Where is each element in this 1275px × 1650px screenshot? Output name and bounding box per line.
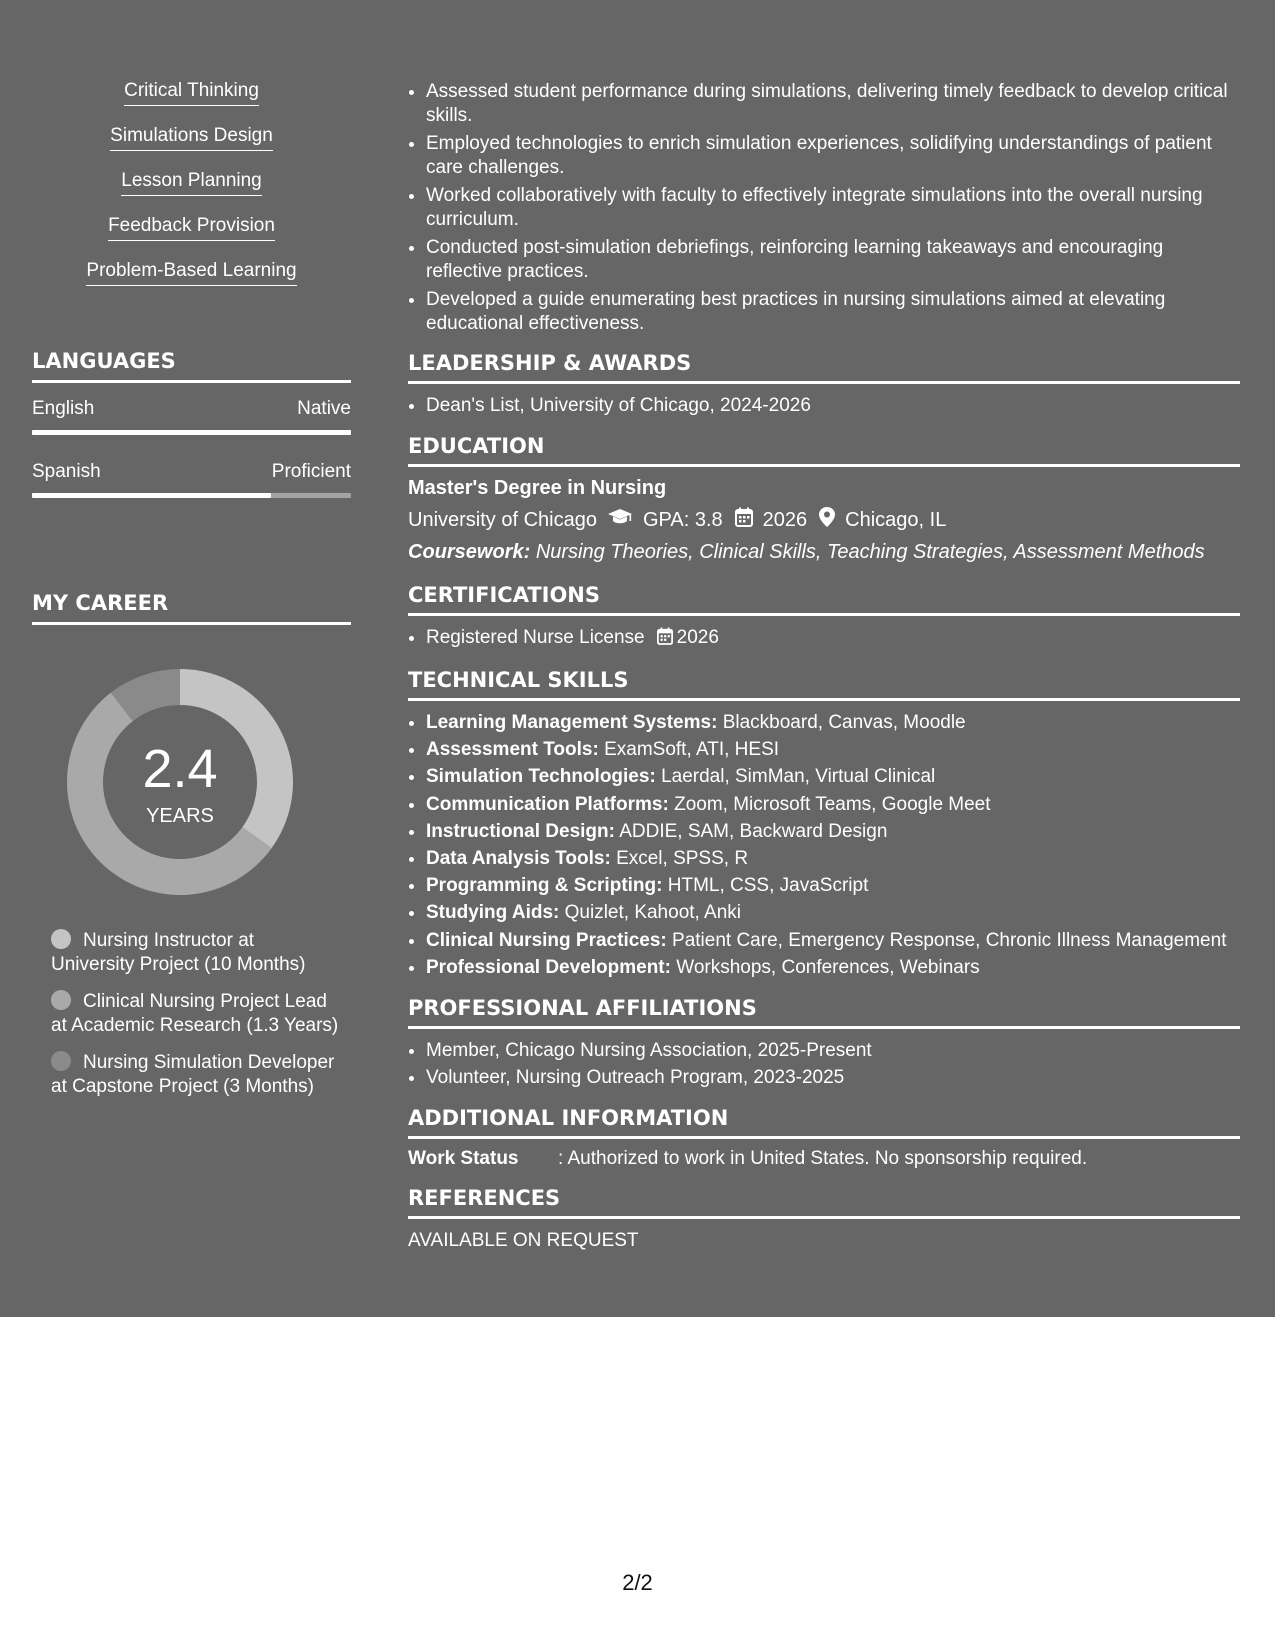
languages-heading: LANGUAGES [32, 348, 351, 383]
skill-tag: Simulations Design [110, 125, 273, 151]
language-level: Proficient [271, 461, 351, 482]
certification-year: 2026 [676, 627, 719, 648]
leadership-item: • Dean's List, University of Chicago, 2024-2026 [426, 392, 1240, 419]
skill-values: Quizlet, Kahoot, Anki [564, 902, 742, 924]
languages-section [32, 348, 351, 498]
technical-skill-item [426, 872, 1240, 899]
language-row [32, 398, 351, 435]
language-name: Spanish [32, 461, 101, 482]
school-name: University of Chicago [408, 509, 597, 531]
language-proficiency-bar [32, 430, 351, 435]
skill-category: Simulation Technologies: [426, 766, 656, 788]
technical-skill-item [426, 845, 1240, 872]
school-location: Chicago, IL [845, 509, 947, 531]
skill-values: Laerdal, SimMan, Virtual Clinical [661, 766, 936, 788]
coursework-label: Coursework: [408, 541, 531, 563]
career-legend-item [51, 929, 341, 977]
calendar-icon [657, 626, 673, 653]
technical-skill-item [426, 927, 1240, 954]
references-section [408, 1185, 1240, 1253]
graduation-year: 2026 [762, 509, 808, 531]
skill-values: Patient Care, Emergency Response, Chronic Illness Management [672, 929, 1227, 951]
skill-category: Assessment Tools: [426, 739, 599, 761]
career-donut-chart [67, 669, 293, 895]
skill-values: ExamSoft, ATI, HESI [604, 739, 780, 761]
skill-tag: Lesson Planning [121, 170, 262, 196]
experience-bullet: • Employed technologies to enrich simulation experiences, solidifying understandings of patient care challenges. [426, 132, 1240, 180]
education-section [408, 433, 1240, 564]
additional-info-section [408, 1105, 1240, 1171]
circle-icon [51, 929, 71, 949]
skill-category: Learning Management Systems: [426, 712, 718, 733]
affiliations-list [408, 1037, 1240, 1091]
technical-skill-item [426, 818, 1240, 845]
certification-item [426, 624, 1240, 653]
certifications-section [408, 582, 1240, 653]
skill-values: ADDIE, SAM, Backward Design [619, 820, 888, 842]
technical-skills-list [408, 709, 1240, 981]
experience-bullet: • Worked collaboratively with faculty to effectively integrate simulations into the overall nursing curriculum. [426, 184, 1240, 232]
work-status-value: : Authorized to work in United States. No sponsorship required. [558, 1148, 1088, 1170]
leadership-section [408, 350, 1240, 419]
career-total-value: 2.4 [142, 739, 218, 799]
degree-title: Master's Degree in Nursing [408, 477, 667, 499]
circle-icon [51, 1051, 71, 1071]
page-number: 2/2 [622, 1570, 653, 1595]
work-status-label: Work Status [408, 1148, 519, 1170]
skill-category: Data Analysis Tools: [426, 848, 611, 870]
skill-category: Studying Aids: [426, 902, 560, 924]
career-section [32, 590, 351, 1112]
skill-tag: Problem-Based Learning [86, 260, 296, 286]
right-column [408, 80, 1240, 1253]
career-legend-label: Nursing Simulation Developer at Capstone Project (3 Months) [51, 1052, 335, 1097]
skill-item [32, 260, 351, 305]
technical-skill-item [426, 709, 1240, 736]
skill-values: Blackboard, Canvas, Moodle [722, 712, 966, 733]
career-legend-item [51, 1051, 341, 1099]
experience-bullet: • Developed a guide enumerating best practices in nursing simulations aimed at elevating educational effectiveness. [426, 288, 1240, 336]
language-proficiency-fill [32, 430, 351, 435]
language-name: English [32, 398, 95, 419]
education-heading: EDUCATION [408, 433, 1240, 467]
certification-name: Registered Nurse License [426, 627, 645, 648]
map-pin-icon [819, 507, 835, 533]
work-status-row [408, 1147, 1240, 1171]
graduation-cap-icon [607, 508, 633, 532]
skill-category: Programming & Scripting: [426, 875, 663, 897]
skill-category: Clinical Nursing Practices: [426, 929, 667, 951]
skill-values: Zoom, Microsoft Teams, Google Meet [674, 793, 991, 815]
career-legend [51, 929, 341, 1099]
education-details [408, 507, 1240, 533]
references-heading: REFERENCES [408, 1185, 1240, 1219]
technical-skill-item [426, 791, 1240, 818]
affiliation-item: • Volunteer, Nursing Outreach Program, 2023-2025 [426, 1064, 1240, 1091]
leadership-list [408, 392, 1240, 419]
references-text: AVAILABLE ON REQUEST [408, 1230, 639, 1252]
certifications-list [408, 624, 1240, 653]
affiliations-section [408, 995, 1240, 1091]
leadership-heading: LEADERSHIP & AWARDS [408, 350, 1240, 384]
experience-bullet: • Assessed student performance during simulations, delivering timely feedback to develop critical skills. [426, 80, 1240, 128]
skill-values: HTML, CSS, JavaScript [667, 875, 869, 897]
skill-item [32, 125, 351, 170]
career-legend-label: Nursing Instructor at University Project (10 Months) [51, 930, 306, 975]
skill-category: Professional Development: [426, 956, 671, 978]
career-legend-item [51, 990, 341, 1038]
career-total-unit: YEARS [146, 805, 214, 827]
calendar-icon [735, 507, 753, 533]
affiliations-heading: PROFESSIONAL AFFILIATIONS [408, 995, 1240, 1029]
skill-category: Instructional Design: [426, 820, 615, 842]
technical-skill-item [426, 763, 1240, 790]
language-level: Native [297, 398, 351, 419]
technical-skills-heading: TECHNICAL SKILLS [408, 667, 1240, 701]
additional-info-heading: ADDITIONAL INFORMATION [408, 1105, 1240, 1139]
circle-icon [51, 990, 71, 1010]
skill-values: Workshops, Conferences, Webinars [676, 956, 980, 978]
technical-skill-item [426, 954, 1240, 981]
technical-skill-item [426, 736, 1240, 763]
skill-tag: Critical Thinking [124, 80, 259, 106]
technical-skill-item [426, 899, 1240, 926]
language-proficiency-bar [32, 493, 351, 498]
experience-bullet: • Conducted post-simulation debriefings, reinforcing learning takeaways and encouraging reflective practices. [426, 236, 1240, 284]
skill-category: Communication Platforms: [426, 793, 669, 815]
career-heading: MY CAREER [32, 590, 351, 625]
skill-values: Excel, SPSS, R [616, 848, 749, 870]
technical-skills-section [408, 667, 1240, 981]
language-row [32, 461, 351, 498]
career-legend-label: Clinical Nursing Project Lead at Academic Research (1.3 Years) [51, 991, 339, 1036]
skills-list [32, 80, 351, 305]
coursework [408, 540, 1240, 564]
gpa: GPA: 3.8 [642, 509, 723, 531]
skill-item [32, 80, 351, 125]
certifications-heading: CERTIFICATIONS [408, 582, 1240, 616]
skill-item [32, 215, 351, 260]
experience-bullets [408, 80, 1240, 336]
skill-tag: Feedback Provision [108, 215, 275, 241]
coursework-value: Nursing Theories, Clinical Skills, Teaching Strategies, Assessment Methods [535, 541, 1205, 563]
affiliation-item: • Member, Chicago Nursing Association, 2025-Present [426, 1037, 1240, 1064]
language-proficiency-fill [32, 493, 271, 498]
left-column [32, 80, 351, 1097]
skill-item [32, 170, 351, 215]
